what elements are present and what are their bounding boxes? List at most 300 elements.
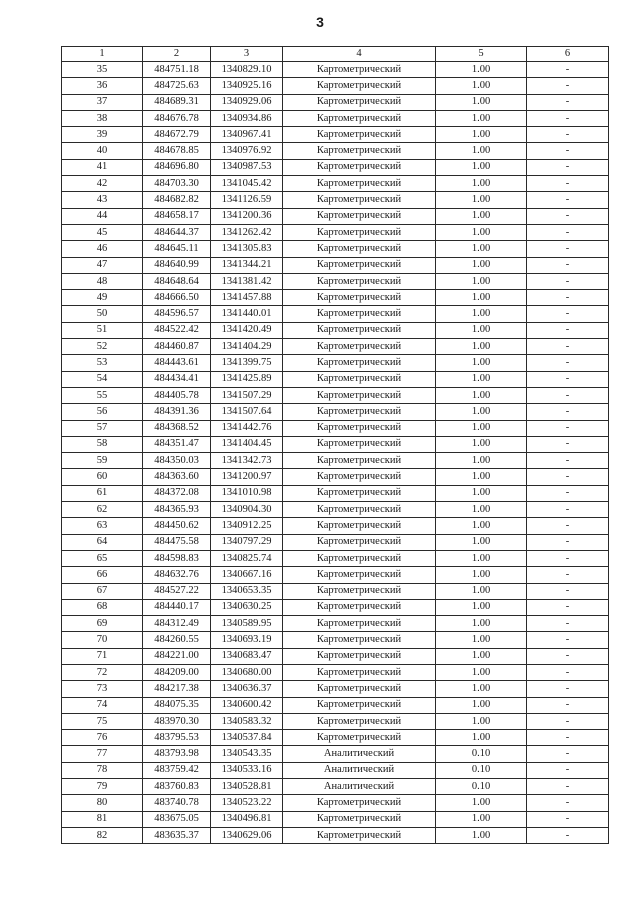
note-cell: -: [527, 241, 609, 257]
table-row: [62, 127, 609, 143]
x-coordinate-cell: 484350.03: [143, 453, 211, 469]
accuracy-cell: 1.00: [436, 648, 527, 664]
table-row: [62, 78, 609, 94]
method-cell: Картометрический: [283, 795, 436, 811]
x-coordinate-cell: 484672.79: [143, 127, 211, 143]
method-cell: Картометрический: [283, 127, 436, 143]
table-row: [62, 192, 609, 208]
point-number-cell: 47: [62, 257, 143, 273]
point-number-cell: 45: [62, 224, 143, 240]
point-number-cell: 63: [62, 518, 143, 534]
method-cell: Картометрический: [283, 224, 436, 240]
y-coordinate-cell: 1340929.06: [211, 94, 283, 110]
point-number-cell: 77: [62, 746, 143, 762]
x-coordinate-cell: 484632.76: [143, 567, 211, 583]
accuracy-cell: 1.00: [436, 632, 527, 648]
point-number-cell: 65: [62, 550, 143, 566]
x-coordinate-cell: 483795.53: [143, 730, 211, 746]
y-coordinate-cell: 1340653.35: [211, 583, 283, 599]
method-cell: Картометрический: [283, 110, 436, 126]
note-cell: -: [527, 762, 609, 778]
y-coordinate-cell: 1341404.29: [211, 339, 283, 355]
y-coordinate-cell: 1341200.36: [211, 208, 283, 224]
point-number-cell: 71: [62, 648, 143, 664]
accuracy-cell: 1.00: [436, 811, 527, 827]
accuracy-cell: 1.00: [436, 224, 527, 240]
accuracy-cell: 1.00: [436, 664, 527, 680]
point-number-cell: 78: [62, 762, 143, 778]
point-number-cell: 82: [62, 827, 143, 843]
method-cell: Картометрический: [283, 681, 436, 697]
table-row: [62, 404, 609, 420]
y-coordinate-cell: 1340904.30: [211, 502, 283, 518]
point-number-cell: 49: [62, 290, 143, 306]
y-coordinate-cell: 1341045.42: [211, 176, 283, 192]
table-row: [62, 550, 609, 566]
point-number-cell: 46: [62, 241, 143, 257]
point-number-cell: 61: [62, 485, 143, 501]
method-cell: Картометрический: [283, 143, 436, 159]
table-row: [62, 485, 609, 501]
y-coordinate-cell: 1340976.92: [211, 143, 283, 159]
x-coordinate-cell: 484703.30: [143, 176, 211, 192]
method-cell: Картометрический: [283, 648, 436, 664]
accuracy-cell: 0.10: [436, 779, 527, 795]
note-cell: -: [527, 713, 609, 729]
y-coordinate-cell: 1341420.49: [211, 322, 283, 338]
point-number-cell: 75: [62, 713, 143, 729]
point-number-cell: 52: [62, 339, 143, 355]
note-cell: -: [527, 159, 609, 175]
method-cell: Картометрический: [283, 273, 436, 289]
accuracy-cell: 1.00: [436, 192, 527, 208]
y-coordinate-cell: 1340967.41: [211, 127, 283, 143]
note-cell: -: [527, 208, 609, 224]
method-cell: Картометрический: [283, 583, 436, 599]
y-coordinate-cell: 1340912.25: [211, 518, 283, 534]
method-cell: Картометрический: [283, 159, 436, 175]
x-coordinate-cell: 484475.58: [143, 534, 211, 550]
note-cell: -: [527, 681, 609, 697]
y-coordinate-cell: 1340630.25: [211, 599, 283, 615]
note-cell: -: [527, 404, 609, 420]
accuracy-cell: 1.00: [436, 616, 527, 632]
accuracy-cell: 1.00: [436, 159, 527, 175]
y-coordinate-cell: 1341507.64: [211, 404, 283, 420]
method-cell: Картометрический: [283, 730, 436, 746]
x-coordinate-cell: 484405.78: [143, 387, 211, 403]
method-cell: Картометрический: [283, 616, 436, 632]
note-cell: -: [527, 192, 609, 208]
y-coordinate-cell: 1340987.53: [211, 159, 283, 175]
accuracy-cell: 1.00: [436, 583, 527, 599]
accuracy-cell: 0.10: [436, 746, 527, 762]
table-row: [62, 762, 609, 778]
y-coordinate-cell: 1341507.29: [211, 387, 283, 403]
x-coordinate-cell: 484460.87: [143, 339, 211, 355]
point-number-cell: 55: [62, 387, 143, 403]
y-coordinate-cell: 1340825.74: [211, 550, 283, 566]
note-cell: -: [527, 518, 609, 534]
note-cell: -: [527, 306, 609, 322]
accuracy-cell: 0.10: [436, 762, 527, 778]
method-cell: Картометрический: [283, 436, 436, 452]
method-cell: Картометрический: [283, 469, 436, 485]
accuracy-cell: 1.00: [436, 339, 527, 355]
y-coordinate-cell: 1341457.88: [211, 290, 283, 306]
method-cell: Картометрический: [283, 518, 436, 534]
y-coordinate-cell: 1341440.01: [211, 306, 283, 322]
table-row: [62, 339, 609, 355]
method-cell: Картометрический: [283, 387, 436, 403]
y-coordinate-cell: 1341010.98: [211, 485, 283, 501]
point-number-cell: 43: [62, 192, 143, 208]
note-cell: -: [527, 827, 609, 843]
column-header: 3: [211, 47, 283, 62]
table-row: [62, 62, 609, 78]
note-cell: -: [527, 355, 609, 371]
note-cell: -: [527, 779, 609, 795]
x-coordinate-cell: 483970.30: [143, 713, 211, 729]
method-cell: Картометрический: [283, 62, 436, 78]
accuracy-cell: 1.00: [436, 404, 527, 420]
method-cell: Картометрический: [283, 241, 436, 257]
y-coordinate-cell: 1341425.89: [211, 371, 283, 387]
accuracy-cell: 1.00: [436, 62, 527, 78]
x-coordinate-cell: 484640.99: [143, 257, 211, 273]
point-number-cell: 72: [62, 664, 143, 680]
accuracy-cell: 1.00: [436, 485, 527, 501]
note-cell: -: [527, 371, 609, 387]
note-cell: -: [527, 436, 609, 452]
y-coordinate-cell: 1341344.21: [211, 257, 283, 273]
method-cell: Картометрический: [283, 355, 436, 371]
accuracy-cell: 1.00: [436, 371, 527, 387]
y-coordinate-cell: 1340589.95: [211, 616, 283, 632]
accuracy-cell: 1.00: [436, 730, 527, 746]
table-row: [62, 273, 609, 289]
table-row: [62, 746, 609, 762]
y-coordinate-cell: 1340683.47: [211, 648, 283, 664]
table-row: [62, 502, 609, 518]
header-row: [62, 47, 609, 62]
x-coordinate-cell: 484666.50: [143, 290, 211, 306]
method-cell: Картометрический: [283, 567, 436, 583]
accuracy-cell: 1.00: [436, 795, 527, 811]
table-body: [62, 62, 609, 844]
x-coordinate-cell: 484598.83: [143, 550, 211, 566]
table-row: [62, 697, 609, 713]
point-number-cell: 79: [62, 779, 143, 795]
y-coordinate-cell: 1340667.16: [211, 567, 283, 583]
x-coordinate-cell: 484209.00: [143, 664, 211, 680]
x-coordinate-cell: 483740.78: [143, 795, 211, 811]
note-cell: -: [527, 648, 609, 664]
x-coordinate-cell: 484391.36: [143, 404, 211, 420]
y-coordinate-cell: 1340543.35: [211, 746, 283, 762]
column-header: 4: [283, 47, 436, 62]
table-row: [62, 110, 609, 126]
point-number-cell: 68: [62, 599, 143, 615]
table-row: [62, 176, 609, 192]
point-number-cell: 54: [62, 371, 143, 387]
x-coordinate-cell: 484658.17: [143, 208, 211, 224]
note-cell: -: [527, 453, 609, 469]
y-coordinate-cell: 1340600.42: [211, 697, 283, 713]
table-row: [62, 322, 609, 338]
x-coordinate-cell: 483793.98: [143, 746, 211, 762]
table-row: [62, 616, 609, 632]
method-cell: Картометрический: [283, 697, 436, 713]
x-coordinate-cell: 484450.62: [143, 518, 211, 534]
note-cell: -: [527, 502, 609, 518]
x-coordinate-cell: 484434.41: [143, 371, 211, 387]
point-number-cell: 67: [62, 583, 143, 599]
note-cell: -: [527, 322, 609, 338]
y-coordinate-cell: 1341126.59: [211, 192, 283, 208]
x-coordinate-cell: 484522.42: [143, 322, 211, 338]
accuracy-cell: 1.00: [436, 143, 527, 159]
y-coordinate-cell: 1340537.84: [211, 730, 283, 746]
note-cell: -: [527, 257, 609, 273]
y-coordinate-cell: 1341399.75: [211, 355, 283, 371]
method-cell: Картометрический: [283, 371, 436, 387]
method-cell: Картометрический: [283, 290, 436, 306]
note-cell: -: [527, 811, 609, 827]
note-cell: -: [527, 143, 609, 159]
accuracy-cell: 1.00: [436, 306, 527, 322]
y-coordinate-cell: 1341342.73: [211, 453, 283, 469]
point-number-cell: 53: [62, 355, 143, 371]
x-coordinate-cell: 484644.37: [143, 224, 211, 240]
accuracy-cell: 1.00: [436, 713, 527, 729]
point-number-cell: 58: [62, 436, 143, 452]
method-cell: Картометрический: [283, 78, 436, 94]
x-coordinate-cell: 484645.11: [143, 241, 211, 257]
note-cell: -: [527, 583, 609, 599]
method-cell: Картометрический: [283, 811, 436, 827]
y-coordinate-cell: 1340934.86: [211, 110, 283, 126]
table-row: [62, 534, 609, 550]
y-coordinate-cell: 1341442.76: [211, 420, 283, 436]
x-coordinate-cell: 484217.38: [143, 681, 211, 697]
x-coordinate-cell: 484443.61: [143, 355, 211, 371]
x-coordinate-cell: 483759.42: [143, 762, 211, 778]
y-coordinate-cell: 1340636.37: [211, 681, 283, 697]
accuracy-cell: 1.00: [436, 241, 527, 257]
point-number-cell: 39: [62, 127, 143, 143]
x-coordinate-cell: 483675.05: [143, 811, 211, 827]
x-coordinate-cell: 484221.00: [143, 648, 211, 664]
accuracy-cell: 1.00: [436, 290, 527, 306]
x-coordinate-cell: 484351.47: [143, 436, 211, 452]
note-cell: -: [527, 110, 609, 126]
x-coordinate-cell: 484368.52: [143, 420, 211, 436]
x-coordinate-cell: 484365.93: [143, 502, 211, 518]
y-coordinate-cell: 1340629.06: [211, 827, 283, 843]
point-number-cell: 51: [62, 322, 143, 338]
method-cell: Аналитический: [283, 746, 436, 762]
table-row: [62, 371, 609, 387]
note-cell: -: [527, 746, 609, 762]
note-cell: -: [527, 664, 609, 680]
point-number-cell: 62: [62, 502, 143, 518]
method-cell: Картометрический: [283, 485, 436, 501]
point-number-cell: 74: [62, 697, 143, 713]
table-row: [62, 290, 609, 306]
accuracy-cell: 1.00: [436, 420, 527, 436]
y-coordinate-cell: 1340925.16: [211, 78, 283, 94]
accuracy-cell: 1.00: [436, 273, 527, 289]
y-coordinate-cell: 1340496.81: [211, 811, 283, 827]
method-cell: Картометрический: [283, 664, 436, 680]
x-coordinate-cell: 484260.55: [143, 632, 211, 648]
x-coordinate-cell: 484682.82: [143, 192, 211, 208]
x-coordinate-cell: 484075.35: [143, 697, 211, 713]
table-row: [62, 257, 609, 273]
x-coordinate-cell: 484363.60: [143, 469, 211, 485]
method-cell: Картометрический: [283, 632, 436, 648]
note-cell: -: [527, 550, 609, 566]
method-cell: Картометрический: [283, 453, 436, 469]
note-cell: -: [527, 616, 609, 632]
x-coordinate-cell: 484696.80: [143, 159, 211, 175]
table-row: [62, 241, 609, 257]
accuracy-cell: 1.00: [436, 534, 527, 550]
accuracy-cell: 1.00: [436, 599, 527, 615]
accuracy-cell: 1.00: [436, 110, 527, 126]
point-number-cell: 40: [62, 143, 143, 159]
y-coordinate-cell: 1341381.42: [211, 273, 283, 289]
table-row: [62, 94, 609, 110]
point-number-cell: 64: [62, 534, 143, 550]
note-cell: -: [527, 78, 609, 94]
x-coordinate-cell: 484751.18: [143, 62, 211, 78]
point-number-cell: 37: [62, 94, 143, 110]
point-number-cell: 69: [62, 616, 143, 632]
accuracy-cell: 1.00: [436, 387, 527, 403]
accuracy-cell: 1.00: [436, 257, 527, 273]
table-row: [62, 306, 609, 322]
table-row: [62, 355, 609, 371]
y-coordinate-cell: 1341200.97: [211, 469, 283, 485]
point-number-cell: 76: [62, 730, 143, 746]
note-cell: -: [527, 697, 609, 713]
note-cell: -: [527, 730, 609, 746]
note-cell: -: [527, 224, 609, 240]
point-number-cell: 66: [62, 567, 143, 583]
table-row: [62, 811, 609, 827]
x-coordinate-cell: 484725.63: [143, 78, 211, 94]
accuracy-cell: 1.00: [436, 550, 527, 566]
note-cell: -: [527, 339, 609, 355]
method-cell: Картометрический: [283, 502, 436, 518]
table-row: [62, 453, 609, 469]
point-number-cell: 73: [62, 681, 143, 697]
method-cell: Картометрический: [283, 420, 436, 436]
accuracy-cell: 1.00: [436, 827, 527, 843]
table-row: [62, 208, 609, 224]
point-number-cell: 44: [62, 208, 143, 224]
method-cell: Картометрический: [283, 94, 436, 110]
accuracy-cell: 1.00: [436, 453, 527, 469]
method-cell: Картометрический: [283, 827, 436, 843]
note-cell: -: [527, 420, 609, 436]
table-row: [62, 681, 609, 697]
y-coordinate-cell: 1340693.19: [211, 632, 283, 648]
x-coordinate-cell: 484527.22: [143, 583, 211, 599]
note-cell: -: [527, 534, 609, 550]
table-row: [62, 420, 609, 436]
page-number: 3: [316, 14, 324, 30]
accuracy-cell: 1.00: [436, 502, 527, 518]
y-coordinate-cell: 1340533.16: [211, 762, 283, 778]
method-cell: Картометрический: [283, 176, 436, 192]
note-cell: -: [527, 599, 609, 615]
point-number-cell: 41: [62, 159, 143, 175]
method-cell: Аналитический: [283, 762, 436, 778]
y-coordinate-cell: 1340528.81: [211, 779, 283, 795]
accuracy-cell: 1.00: [436, 518, 527, 534]
method-cell: Картометрический: [283, 322, 436, 338]
y-coordinate-cell: 1340829.10: [211, 62, 283, 78]
table-row: [62, 436, 609, 452]
point-number-cell: 42: [62, 176, 143, 192]
note-cell: -: [527, 176, 609, 192]
point-number-cell: 60: [62, 469, 143, 485]
note-cell: -: [527, 127, 609, 143]
point-number-cell: 48: [62, 273, 143, 289]
note-cell: -: [527, 567, 609, 583]
accuracy-cell: 1.00: [436, 78, 527, 94]
table-row: [62, 795, 609, 811]
table-row: [62, 664, 609, 680]
x-coordinate-cell: 483635.37: [143, 827, 211, 843]
y-coordinate-cell: 1341404.45: [211, 436, 283, 452]
method-cell: Картометрический: [283, 257, 436, 273]
x-coordinate-cell: 484596.57: [143, 306, 211, 322]
method-cell: Картометрический: [283, 306, 436, 322]
table-row: [62, 648, 609, 664]
x-coordinate-cell: 484312.49: [143, 616, 211, 632]
column-header: 1: [62, 47, 143, 62]
coordinates-table: [61, 46, 609, 844]
point-number-cell: 80: [62, 795, 143, 811]
table-header: [62, 47, 609, 62]
y-coordinate-cell: 1341262.42: [211, 224, 283, 240]
accuracy-cell: 1.00: [436, 208, 527, 224]
point-number-cell: 70: [62, 632, 143, 648]
method-cell: Аналитический: [283, 779, 436, 795]
x-coordinate-cell: 484689.31: [143, 94, 211, 110]
note-cell: -: [527, 632, 609, 648]
accuracy-cell: 1.00: [436, 436, 527, 452]
point-number-cell: 50: [62, 306, 143, 322]
x-coordinate-cell: 484648.64: [143, 273, 211, 289]
note-cell: -: [527, 387, 609, 403]
x-coordinate-cell: 484676.78: [143, 110, 211, 126]
table-row: [62, 779, 609, 795]
note-cell: -: [527, 290, 609, 306]
table-row: [62, 599, 609, 615]
y-coordinate-cell: 1340680.00: [211, 664, 283, 680]
table-row: [62, 632, 609, 648]
point-number-cell: 35: [62, 62, 143, 78]
table-row: [62, 469, 609, 485]
column-header: 5: [436, 47, 527, 62]
table-row: [62, 387, 609, 403]
table-row: [62, 143, 609, 159]
